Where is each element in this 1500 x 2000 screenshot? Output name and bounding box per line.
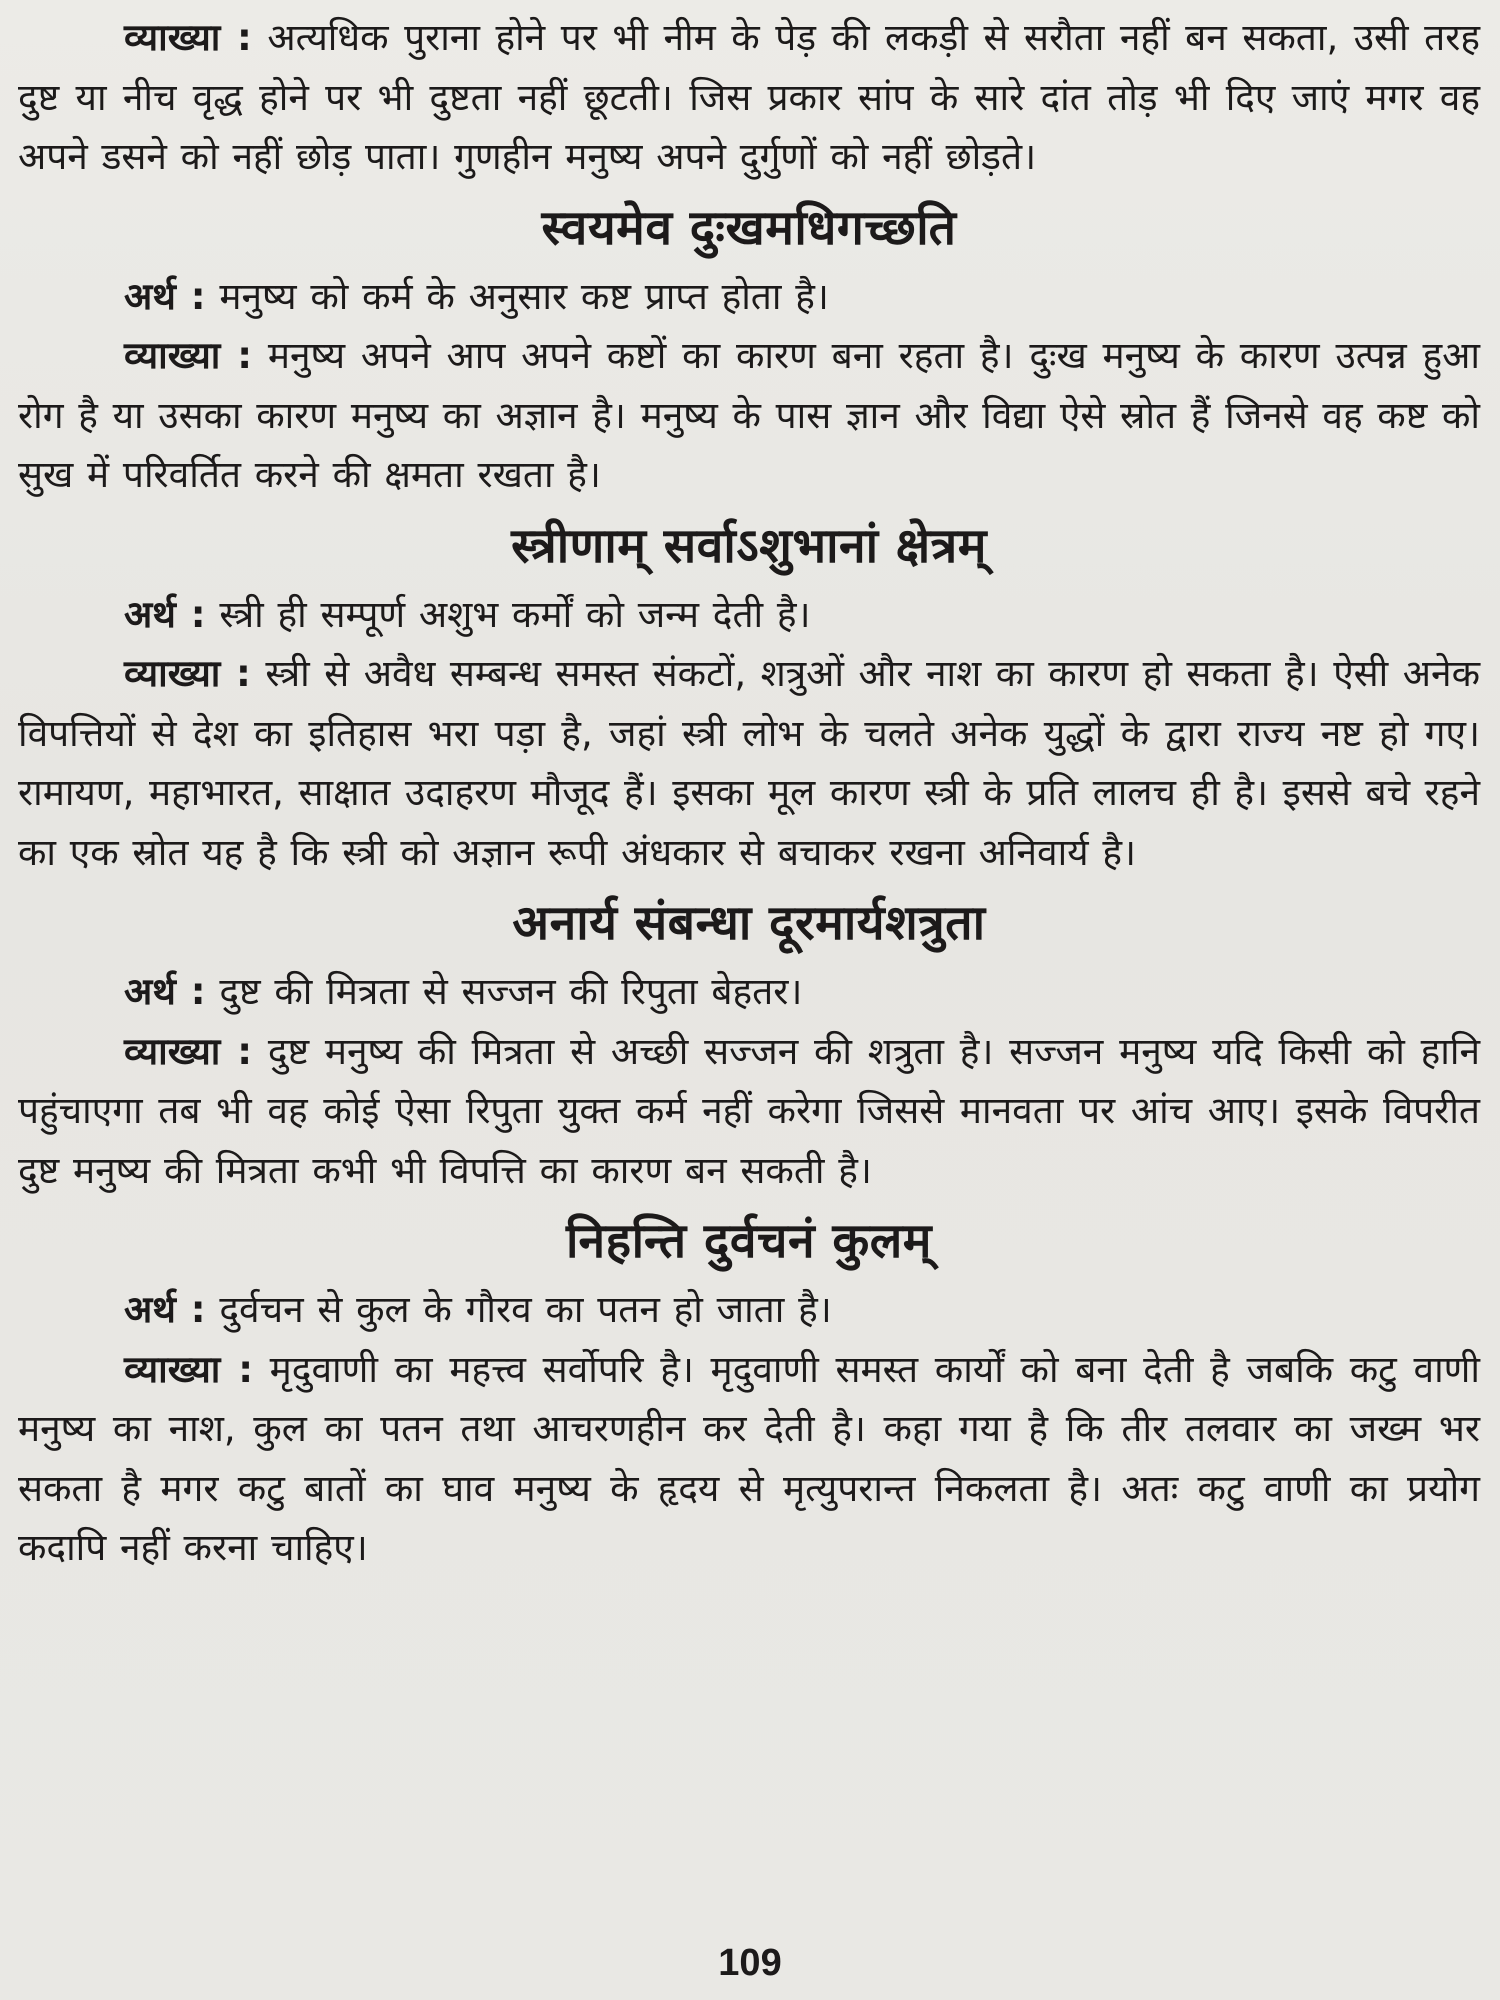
explanation-text: मनुष्य अपने आप अपने कष्टों का कारण बना रहता है। दुःख मनुष्य के कारण उत्पन्न हुआ रोग है या उसका कारण मनुष्य का अज्ञान है। मनुष्य के पास ज्ञान और विद्या ऐसे स्रोत हैं जिनसे वह कष्ट को सुख में परिवर्तित करने की क्षमता रखता है।	[18, 334, 1480, 496]
section-2	[18, 511, 1480, 883]
explanation-text: मृदुवाणी का महत्त्व सर्वोपरि है। मृदुवाणी समस्त कार्यों को बना देती है जबकि कटु वाणी मनुष्य का नाश, कुल का पतन तथा आचरणहीन कर देती है। कहा गया है कि तीर तलवार का जख्म भर सकता है मगर कटु बातों का घाव मनुष्य के हृदय से मृत्युपरान्त निकलता है। अतः कटु वाणी का प्रयोग कदापि नहीं करना चाहिए।	[18, 1347, 1480, 1569]
meaning-label: अर्थ :	[124, 274, 206, 318]
section-meaning	[18, 1280, 1480, 1340]
explanation-label: व्याख्या :	[124, 1347, 253, 1391]
section-explanation	[18, 326, 1480, 505]
meaning-text: दुष्ट की मित्रता से सज्जन की रिपुता बेहतर।	[205, 970, 803, 1013]
section-heading: स्त्रीणाम् सर्वाऽशुभानां क्षेत्रम्	[511, 517, 987, 574]
intro-explanation-text: अत्यधिक पुराना होने पर भी नीम के पेड़ की लकड़ी से सरौता नहीं बन सकता, उसी तरह दुष्ट या नीच वृद्ध होने पर भी दुष्टता नहीं छूटती। जिस प्रकार सांप के सारे दांत तोड़ भी दिए जाएं मगर वह अपने डसने को नहीं छोड़ पाता। गुणहीन मनुष्य अपने दुर्गुणों को नहीं छोड़ते।	[18, 16, 1480, 178]
section-meaning	[18, 585, 1480, 645]
section-heading: निहन्ति दुर्वचनं कुलम्	[566, 1213, 932, 1269]
meaning-text: मनुष्य को कर्म के अनुसार कष्ट प्राप्त होता है।	[205, 274, 829, 318]
explanation-label: व्याख्या :	[124, 1029, 253, 1073]
section-1	[18, 193, 1480, 505]
page-number: 109	[718, 1942, 782, 1984]
section-explanation	[18, 1022, 1480, 1201]
meaning-label: अर्थ :	[124, 970, 206, 1013]
meaning-text: स्त्री ही सम्पूर्ण अशुभ कर्मों को जन्म देती है।	[205, 592, 811, 636]
explanation-text: स्त्री से अवैध सम्बन्ध समस्त संकटों, शत्रुओं और नाश का कारण हो सकता है। ऐसी अनेक विपत्तियों से देश का इतिहास भरा पड़ा है, जहां स्त्री लोभ के चलते अनेक युद्धों के द्वारा राज्य नष्ट हो गए। रामायण, महाभारत, साक्षात उदाहरण मौजूद हैं। इसका मूल कारण स्त्री के प्रति लालच ही है। इससे बचे रहने का एक स्रोत यह है कि स्त्री को अज्ञान रूपी अंधकार से बचाकर रखना अनिवार्य है।	[18, 652, 1480, 874]
meaning-label: अर्थ :	[124, 592, 206, 636]
explanation-label: व्याख्या :	[124, 334, 253, 377]
section-4	[18, 1206, 1480, 1578]
section-meaning	[18, 962, 1480, 1022]
explanation-text: दुष्ट मनुष्य की मित्रता से अच्छी सज्जन की शत्रुता है। सज्जन मनुष्य यदि किसी को हानि पहुंचाएगा तब भी वह कोई ऐसा रिपुता युक्त कर्म नहीं करेगा जिससे मानवता पर आंच आए। इसके विपरीत दुष्ट मनुष्य की मित्रता कभी भी विपत्ति का कारण बन सकती है।	[18, 1029, 1480, 1192]
section-heading: स्वयमेव दुःखमधिगच्छति	[541, 199, 957, 256]
section-heading: अनार्य संबन्धा दूरमार्यशत्रुता	[512, 895, 986, 951]
intro-explanation	[18, 8, 1480, 187]
section-meaning	[18, 267, 1480, 327]
page-content	[18, 8, 1480, 1578]
meaning-text: दुर्वचन से कुल के गौरव का पतन हो जाता है।	[205, 1288, 832, 1331]
explanation-label: व्याख्या :	[124, 652, 251, 695]
section-3	[18, 888, 1480, 1200]
explanation-label: व्याख्या :	[124, 16, 252, 59]
section-explanation	[18, 1340, 1480, 1578]
section-explanation	[18, 644, 1480, 882]
meaning-label: अर्थ :	[124, 1288, 206, 1331]
